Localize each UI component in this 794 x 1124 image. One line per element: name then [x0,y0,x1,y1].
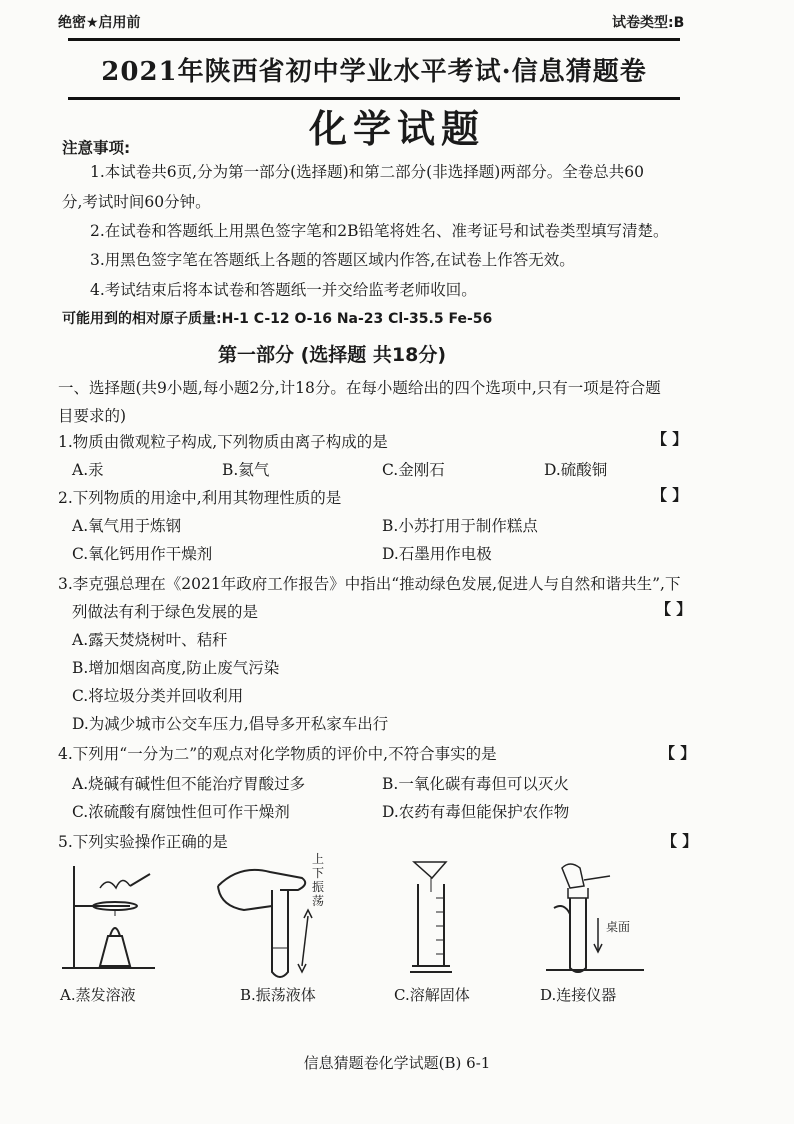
q4-option-d[interactable]: D.农药有毒但能保护农作物 [382,803,570,821]
question-4-stem: 4.下列用“一分为二”的观点对化学物质的评价中,不符合事实的是 [58,745,497,763]
q1-option-c[interactable]: C.金刚石 [382,461,445,479]
q4-option-b[interactable]: B.一氧化碳有毒但可以灭火 [382,775,569,793]
question-3-stem: 列做法有利于绿色发展的是 [72,603,259,621]
question-2-stem: 2.下列物质的用途中,利用其物理性质的是 [58,489,342,507]
figure-caption-c: C.溶解固体 [394,986,470,1004]
figure-caption-b: B.振荡液体 [240,986,316,1004]
q3-option-d[interactable]: D.为减少城市公交车压力,倡导多开私家车出行 [72,715,389,733]
note-item: 4.考试结束后将本试卷和答题纸一并交给监考老师收回。 [90,281,477,299]
part1-instruction: 一、选择题(共9小题,每小题2分,计18分。在每小题给出的四个选项中,只有一项是符合题 [58,379,661,397]
q3-option-a[interactable]: A.露天焚烧树叶、秸秆 [72,631,228,649]
note-item: 2.在试卷和答题纸上用黑色签字笔和2B铅笔将姓名、准考证号和试卷类型填写清楚。 [90,222,669,240]
question-3-stem: 3.李克强总理在《2021年政府工作报告》中指出“推动绿色发展,促进人与自然和谐共生”,下 [58,575,681,593]
evaporation-figure [60,858,160,978]
shake-label: 上下振荡 [312,852,325,908]
page-footer: 信息猜题卷化学试题(B) 6-1 [303,1054,491,1072]
note-item: 分,考试时间60分钟。 [62,193,211,211]
notes-heading: 注意事项: [62,139,131,157]
note-item: 3.用黑色签字笔在答题纸上各题的答题区域内作答,在试卷上作答无效。 [90,251,575,269]
answer-bracket[interactable]: 【 】 [652,486,688,504]
figure-caption-a: A.蒸发溶液 [60,986,136,1004]
desk-label: 桌面 [606,920,631,934]
note-item: 1.本试卷共6页,分为第一部分(选择题)和第二部分(非选择题)两部分。全卷总共60 [90,163,644,181]
figure-caption-d: D.连接仪器 [540,986,617,1004]
paper-type-label: 试卷类型:B [612,15,685,31]
q2-option-d[interactable]: D.石墨用作电极 [382,545,492,563]
exam-title: 2021年陕西省初中学业水平考试·信息猜题卷 [68,38,680,100]
q4-option-c[interactable]: C.浓硫酸有腐蚀性但可作干燥剂 [72,803,290,821]
q1-option-b[interactable]: B.氦气 [222,461,270,479]
q1-option-d[interactable]: D.硫酸铜 [544,461,608,479]
part1-title: 第一部分 (选择题 共18分) [218,344,447,366]
question-1-stem: 1.物质由微观粒子构成,下列物质由离子构成的是 [58,433,388,451]
q3-option-b[interactable]: B.增加烟囱高度,防止废气污染 [72,659,280,677]
q1-option-a[interactable]: A.汞 [72,461,104,479]
q3-option-c[interactable]: C.将垃圾分类并回收利用 [72,687,244,705]
q4-option-a[interactable]: A.烧碱有碱性但不能治疗胃酸过多 [72,775,306,793]
q2-option-a[interactable]: A.氧气用于炼钢 [72,517,182,535]
secret-label: 绝密★启用前 [58,15,141,31]
cylinder-figure [400,858,460,980]
subject-title: 化学试题 [308,106,485,151]
q2-option-b[interactable]: B.小苏打用于制作糕点 [382,517,538,535]
answer-bracket[interactable]: 【 】 [660,744,696,762]
question-5-stem: 5.下列实验操作正确的是 [58,833,228,851]
part1-instruction: 目要求的) [58,407,127,425]
connect-apparatus-figure [540,858,650,980]
answer-bracket[interactable]: 【 】 [662,832,698,850]
answer-bracket[interactable]: 【 】 [656,600,692,618]
answer-bracket[interactable]: 【 】 [652,430,688,448]
atomic-masses: 可能用到的相对原子质量:H-1 C-12 O-16 Na-23 Cl-35.5 Fe-56 [62,311,493,327]
q2-option-c[interactable]: C.氧化钙用作干燥剂 [72,545,213,563]
